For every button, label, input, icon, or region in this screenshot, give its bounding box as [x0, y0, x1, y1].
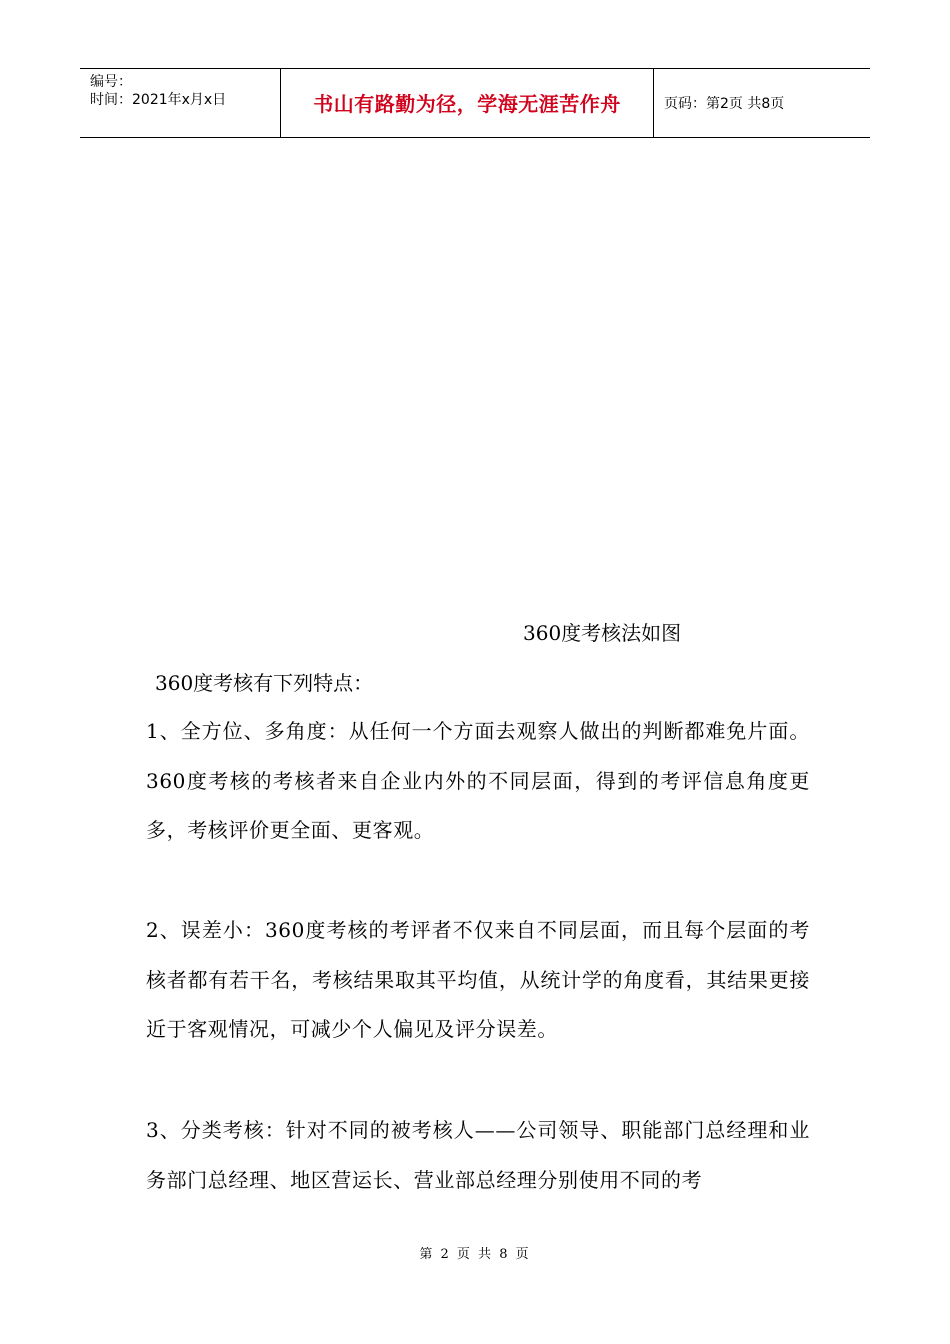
page-footer: 第 2 页 共 8 页	[419, 1247, 531, 1262]
paragraph-1: 1、全方位、多角度：从任何一个方面去观察人做出的判断都难免片面。360度考核的考核者来自企业内外的不同层面，得到的考评信息角度更多，考核评价更全面、更客观。	[146, 719, 810, 842]
figure-caption: 360度考核法如图	[523, 621, 682, 645]
header-page-cell	[654, 69, 870, 137]
section-intro: 360度考核有下列特点：	[155, 671, 374, 695]
header-info-cell	[80, 69, 281, 137]
paragraph-2: 2、误差小：360度考核的考评者不仅来自不同层面，而且每个层面的考核者都有若干名，考核结果取其平均值，从统计学的角度看，其结果更接近于客观情况，可减少个人偏见及评分误差。	[146, 918, 810, 1041]
paragraph-3: 3、分类考核：针对不同的被考核人——公司领导、职能部门总经理和业务部门总经理、地区营运长、营业部总经理分别使用不同的考	[146, 1118, 810, 1192]
header-motto-cell	[281, 69, 654, 137]
page-header	[80, 68, 870, 138]
header-page-number: 页码：第2页 共8页	[664, 96, 785, 112]
header-motto: 书山有路勤为径，学海无涯苦作舟	[313, 92, 621, 116]
document-number-label: 编号：	[90, 74, 132, 90]
document-date-label: 时间：2021年x月x日	[90, 92, 227, 108]
